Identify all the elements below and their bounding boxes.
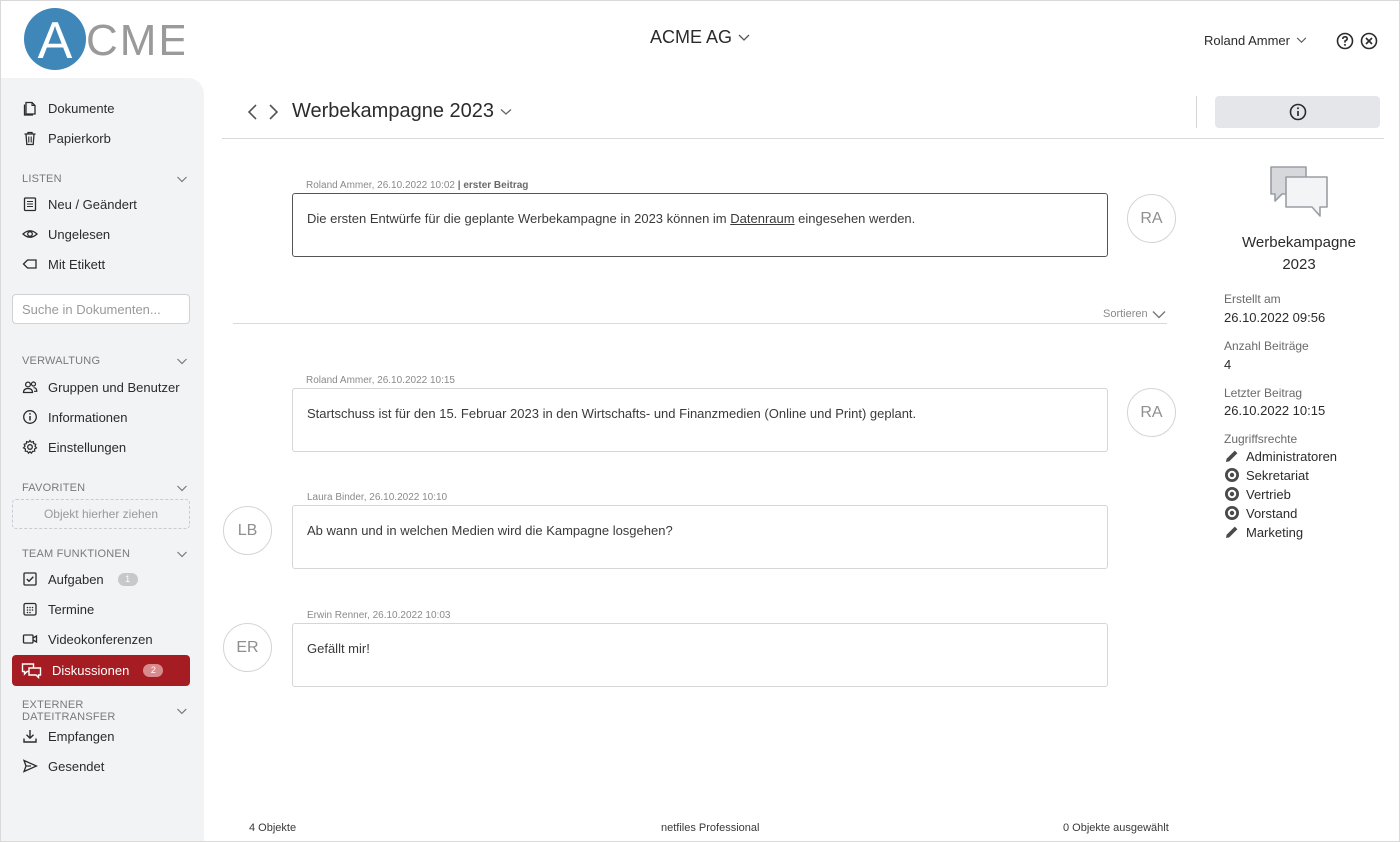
section-label: LISTEN [22,173,62,185]
chevron-down-icon [176,482,188,494]
eye-icon [1224,467,1240,483]
close-icon[interactable] [1360,32,1378,50]
sidebar-item-label: Dokumente [48,100,115,116]
post-content [292,505,1108,569]
sidebar-item-label: Videokonferenzen [48,631,153,647]
avatar-initials: RA [1140,403,1163,421]
post-meta [307,610,450,621]
permission-item [1224,467,1309,483]
discussion-icon [1268,164,1330,220]
permission-name: Administratoren [1246,448,1338,464]
section-header-verwaltung[interactable] [22,353,188,369]
post-author-date: Laura Binder, 26.10.2022 10:10 [307,492,448,503]
pencil-icon [1224,448,1240,464]
chevron-down-icon [176,705,188,717]
chevron-down-icon [500,108,512,116]
sort-button[interactable] [1103,308,1166,320]
sidebar-item-tagged[interactable] [12,250,190,278]
sidebar-item-appointments[interactable] [12,595,190,623]
sidebar-item-label: Ungelesen [48,226,111,242]
permission-name: Sekretariat [1246,467,1309,483]
eye-icon [1224,486,1240,502]
documents-icon [22,100,38,116]
panel-title: Werbekampagne 2023 [1242,234,1356,273]
sort-divider-line [233,323,1167,324]
post-meta [307,492,447,503]
sidebar-item-trash[interactable] [12,124,190,152]
sidebar-item-label: Termine [48,601,95,617]
sidebar-item-label: Neu / Geändert [48,196,137,212]
sidebar-item-received[interactable] [12,722,190,750]
section-label: FAVORITEN [22,482,86,494]
download-icon [22,728,38,744]
sidebar-item-video-conferences[interactable] [12,625,190,653]
video-icon [22,631,38,647]
info-icon [1289,103,1307,121]
favorites-drop-zone[interactable] [12,499,190,529]
post-text: Gefällt mir! [307,641,370,656]
section-label: VERWALTUNG [22,355,101,367]
sidebar-item-label: Gesendet [48,758,105,774]
section-header-team[interactable] [22,546,188,562]
avatar [223,623,272,672]
section-label: EXTERNER DATEITRANSFER [22,699,116,723]
chat-icon [21,662,42,679]
permission-item [1224,524,1303,540]
chevron-down-icon [1296,37,1307,44]
post-author-date: Erwin Renner, 26.10.2022 10:03 [307,610,451,621]
org-name: ACME AG [650,27,733,47]
user-menu[interactable] [1204,33,1307,48]
acme-logo[interactable] [24,8,184,70]
sidebar-item-documents[interactable] [12,94,190,122]
post-meta [306,180,528,191]
sidebar-item-label: Gruppen und Benutzer [48,379,180,395]
tag-icon [22,256,38,272]
created-label: Erstellt am [1224,292,1281,306]
user-name: Roland Ammer [1204,33,1290,48]
permission-name: Vertrieb [1246,486,1291,502]
count-badge: 1 [118,573,138,586]
selection-count: 0 Objekte ausgewählt [1063,822,1169,834]
eye-icon [22,226,38,242]
chevron-down-icon [176,548,188,560]
post-content-first [292,193,1108,257]
object-count: 4 Objekte [249,822,297,834]
sidebar-item-users[interactable] [12,373,190,401]
post-text: Ab wann und in welchen Medien wird die Kampagne losgehen? [307,523,673,538]
datenraum-link[interactable]: Datenraum [730,211,795,226]
avatar-initials: RA [1140,209,1163,227]
sidebar-item-unread[interactable] [12,220,190,248]
avatar-initials: LB [237,521,258,539]
post-text: eingesehen werden. [794,211,916,226]
post-count-value: 4 [1224,357,1232,372]
info-panel-button[interactable] [1215,96,1380,128]
first-post-marker: | erster Beitrag [457,180,529,191]
sort-label: Sortieren [1103,308,1148,320]
forward-arrow-icon[interactable] [266,103,280,121]
page-title[interactable] [292,100,512,123]
help-icon[interactable] [1336,32,1354,50]
sidebar-item-label: Informationen [48,409,128,425]
sidebar-item-label: Mit Etikett [48,256,106,272]
gear-icon [22,439,38,455]
users-icon [22,379,38,395]
post-content [292,623,1108,687]
org-switcher[interactable] [650,27,750,48]
access-rights-label: Zugriffsrechte [1224,432,1298,446]
post-text: Die ersten Entwürfe für die geplante Werbekampagne in 2023 können im [307,211,731,226]
pencil-icon [1224,524,1240,540]
send-icon [22,758,38,774]
created-value: 26.10.2022 09:56 [1224,310,1326,325]
post-text: Startschuss ist für den 15. Februar 2023 in den Wirtschafts- und Finanzmedien (Online und Print) geplant. [307,406,917,421]
list-icon [22,196,38,212]
last-post-value: 26.10.2022 10:15 [1224,403,1326,418]
sidebar-item-information[interactable] [12,403,190,431]
chevron-down-icon [176,173,188,185]
toolbar-divider-line [222,138,1384,139]
info-icon [22,409,38,425]
post-meta [306,375,455,386]
section-header-listen[interactable] [22,171,188,187]
page-title-text: Werbekampagne 2023 [292,100,494,122]
permission-item [1224,486,1291,502]
checkbox-icon [22,571,38,587]
eye-icon [1224,505,1240,521]
avatar-initials: ER [236,638,259,656]
chevron-down-icon [1152,310,1166,319]
sidebar-item-label: Aufgaben [48,571,104,587]
sidebar-item-sent[interactable] [12,752,190,780]
post-content [292,388,1108,452]
sidebar-item-settings[interactable] [12,433,190,461]
sidebar-item-new-changed[interactable] [12,190,190,218]
permission-item [1224,448,1337,464]
post-count-label: Anzahl Beiträge [1224,339,1309,353]
post-author-date: Roland Ammer, 26.10.2022 10:15 [306,375,455,386]
last-post-label: Letzter Beitrag [1224,386,1303,400]
sidebar-item-label: Papierkorb [48,130,111,146]
chevron-down-icon [738,34,750,42]
avatar [1127,194,1176,243]
post-author-date: Roland Ammer, 26.10.2022 10:02 [306,180,455,191]
avatar [1127,388,1176,437]
product-name: netfiles Professional [661,822,760,834]
permission-name: Marketing [1246,524,1304,540]
chevron-down-icon [176,355,188,367]
calendar-icon [22,601,38,617]
permission-name: Vorstand [1246,505,1298,521]
sidebar-item-discussions[interactable] [12,655,190,686]
toolbar-divider [1196,96,1197,128]
avatar [223,506,272,555]
section-header-extern[interactable] [22,699,188,723]
sidebar [0,78,204,842]
permission-item [1224,505,1297,521]
sidebar-item-label: Empfangen [48,728,115,744]
sidebar-item-label: Diskussionen [52,663,130,678]
count-badge: 2 [143,664,163,677]
search-input[interactable] [12,294,190,324]
svg-text:A: A [37,12,73,70]
trash-icon [22,130,38,146]
svg-text:CME: CME [86,16,184,65]
section-label: TEAM FUNKTIONEN [22,548,131,560]
drop-zone-label: Objekt hierher ziehen [43,507,159,521]
sidebar-item-tasks[interactable] [12,565,190,593]
sidebar-item-label: Einstellungen [48,439,127,455]
section-header-favoriten[interactable] [22,480,188,496]
back-arrow-icon[interactable] [246,103,260,121]
